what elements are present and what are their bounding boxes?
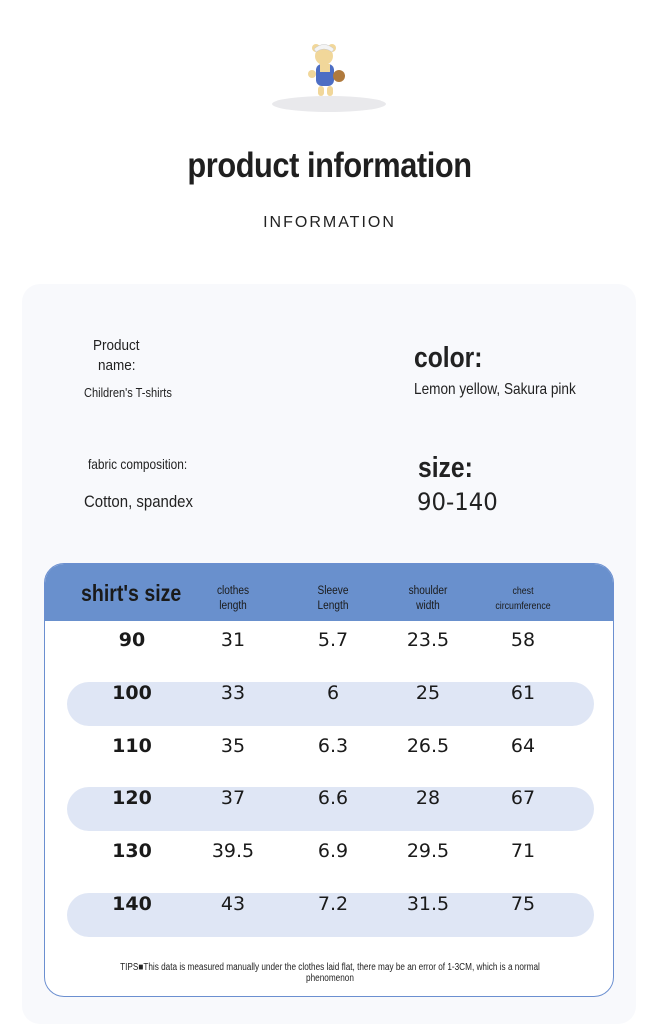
table-cell-length: 35 [220, 734, 246, 757]
page-subtitle: INFORMATION [263, 214, 396, 231]
header-chest-line2: circumference [495, 601, 551, 612]
table-cell-size: 140 [112, 893, 152, 915]
header-sleeve-length [298, 584, 368, 614]
table-cell-shoulder: 26.5 [406, 734, 450, 757]
table-cell-chest: 64 [510, 734, 536, 757]
header-clothes-length-line1: clothes [216, 585, 250, 597]
table-cell-length: 31 [220, 629, 246, 651]
table-cell-chest: 71 [510, 840, 536, 863]
color-value: Lemon yellow, Sakura pink [414, 381, 576, 398]
table-cell-size: 110 [112, 734, 152, 757]
size-label: size: [418, 452, 473, 484]
table-header [45, 564, 614, 621]
page-title: product information [187, 146, 472, 185]
fabric-value: Cotton, spandex [84, 492, 193, 511]
table-cell-size: 90 [118, 629, 146, 651]
header-clothes-length [198, 584, 268, 614]
product-name-label: Product [93, 337, 140, 354]
table-cell-sleeve: 5.7 [317, 629, 349, 651]
measurement-tips: TIPS■This data is measured manually under the clothes laid flat, there may be an error of 1-3CM, which is a normal phenomenon [120, 962, 540, 984]
size-value: 90-140 [417, 488, 498, 516]
table-cell-shoulder: 31.5 [406, 893, 450, 915]
table-cell-length: 39.5 [211, 840, 255, 863]
header-sleeve-length-line2: Length [317, 600, 349, 612]
table-cell-shoulder: 29.5 [406, 840, 450, 863]
table-cell-shoulder: 23.5 [406, 629, 450, 651]
table-cell-chest: 58 [510, 629, 536, 651]
table-cell-length: 37 [220, 787, 246, 810]
table-cell-chest: 67 [510, 787, 536, 810]
table-cell-sleeve: 6.9 [317, 840, 349, 863]
product-name-value: Children's T-shirts [84, 385, 172, 400]
header-chest-circumference [479, 584, 567, 614]
color-label: color: [414, 342, 483, 374]
header-chest-line1: chest [512, 586, 534, 597]
table-cell-sleeve: 6 [326, 681, 340, 704]
header-clothes-length-line2: length [219, 600, 247, 612]
table-cell-chest: 61 [510, 681, 536, 704]
table-cell-length: 33 [220, 681, 246, 704]
header-shoulder-width-line1: shoulder [408, 585, 448, 597]
table-cell-length: 43 [220, 893, 246, 915]
bear-mascot-icon [270, 40, 388, 116]
header-sleeve-length-line1: Sleeve [317, 585, 349, 597]
size-chart-table [44, 563, 614, 997]
header-shirt-size: shirt's size [81, 580, 182, 606]
product-name-label-line2: name: [98, 357, 136, 374]
table-cell-sleeve: 7.2 [317, 893, 349, 915]
fabric-label: fabric composition: [88, 456, 188, 472]
table-cell-size: 120 [112, 787, 152, 810]
table-cell-sleeve: 6.3 [317, 734, 349, 757]
header-shoulder-width-line2: width [416, 600, 440, 612]
table-cell-shoulder: 28 [415, 787, 441, 810]
table-cell-shoulder: 25 [415, 681, 441, 704]
table-cell-size: 100 [112, 681, 152, 704]
table-cell-chest: 75 [510, 893, 536, 915]
table-cell-size: 130 [112, 840, 152, 863]
table-cell-sleeve: 6.6 [317, 787, 349, 810]
header-shoulder-width [393, 584, 463, 614]
